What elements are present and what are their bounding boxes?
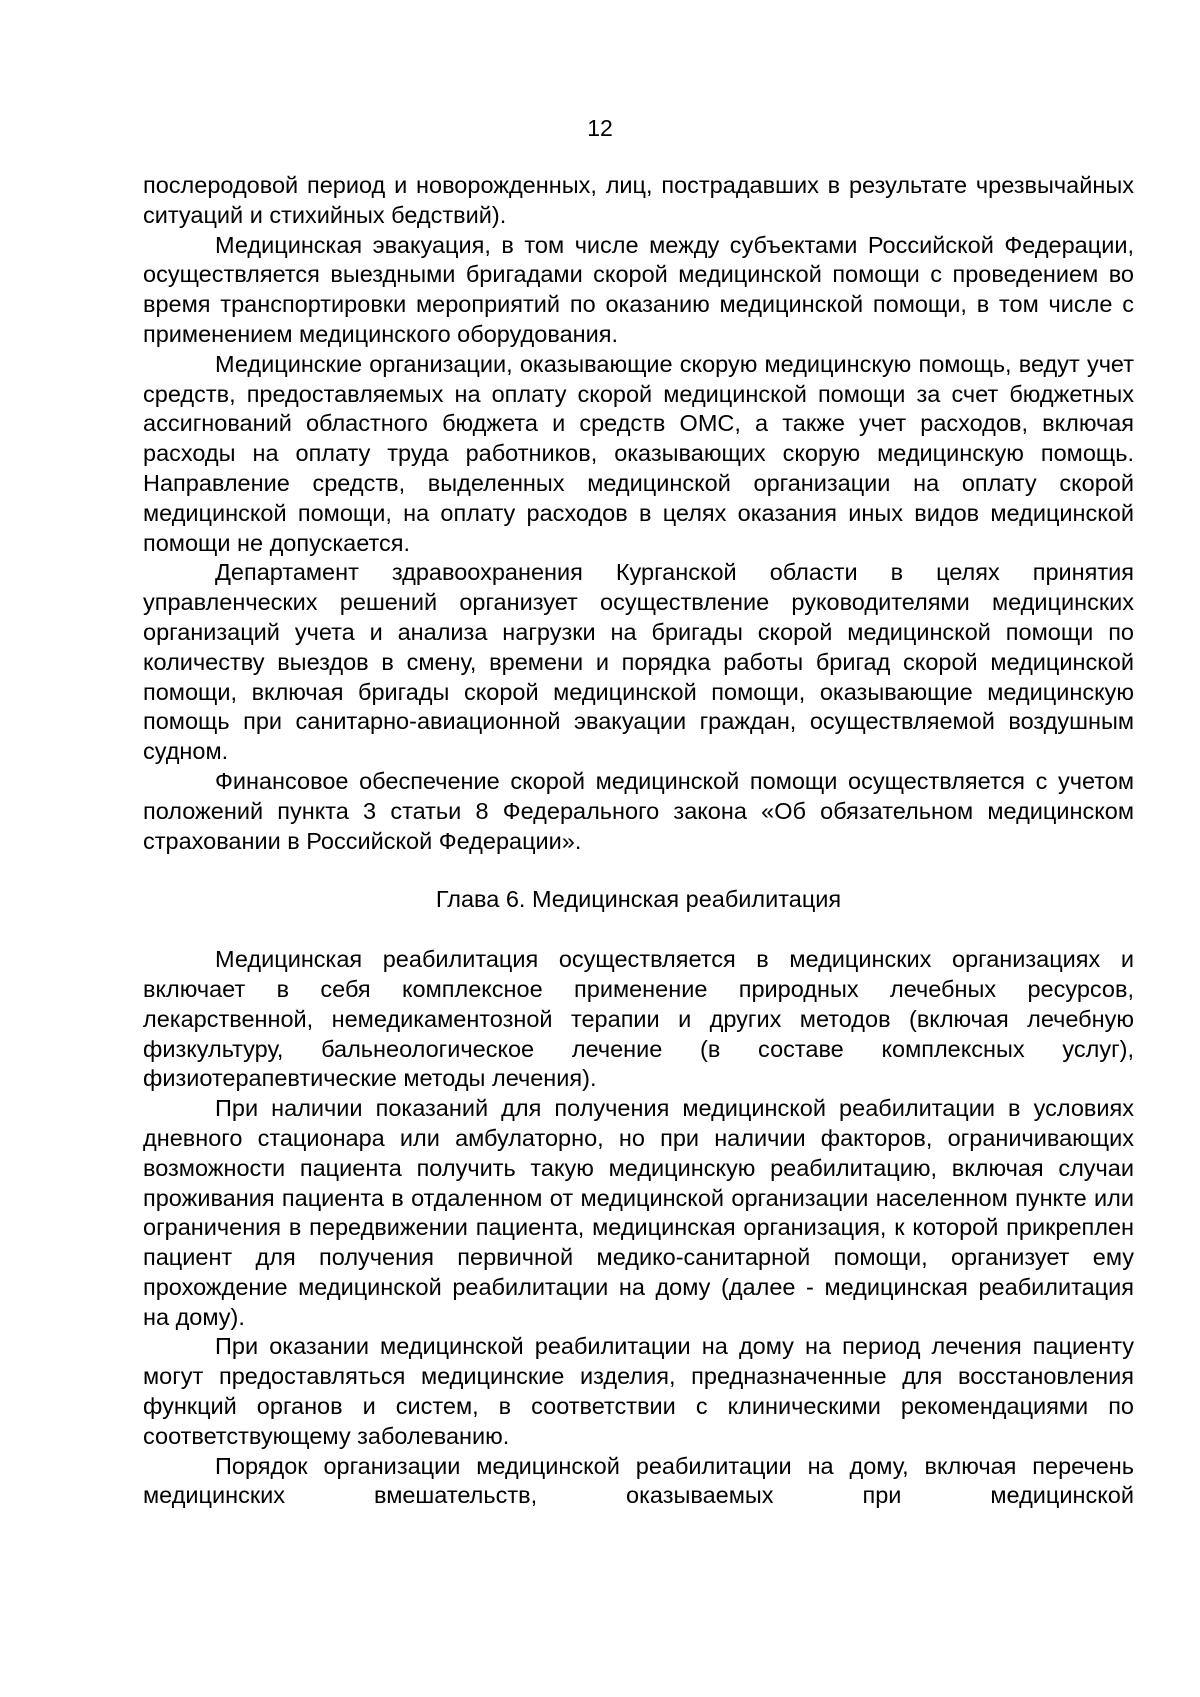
paragraph-continuation: послеродовой период и новорожденных, лиц, пострадавших в результате чрезвычайных ситуаций и стихийных бедствий). [143,172,1134,228]
paragraph-funds-accounting: Медицинские организации, оказывающие скорую медицинскую помощь, ведут учет средств, предоставляемых на оплату скорой медицинской помощи за счет бюджетных ассигнований областного бюджета и средств ОМС, а также учет расходов, включая расходы на оплату труда работников, оказывающих скорую медицинскую помощь. Направление средств, выделенных медицинской организации на оплату скорой медицинской помощи, на оплату расходов в целях оказания иных видов медицинской помощи не допускается. [143,350,1134,556]
chapter-heading: Глава 6. Медицинская реабилитация [435,886,842,913]
paragraph-department-analysis: Департамент здравоохранения Курганской области в целях принятия управленческих решений организует осуществление руководителями медицинских организаций учета и анализа нагрузки на бригады скорой медицинской помощи по количеству выездов в смену, времени и порядка работы бригад скорой медицинской помощи, включая бригады скорой медицинской помощи, оказывающие медицинскую помощь при санитарно-авиационной эвакуации граждан, осуществляемой воздушным судном. [143,559,1134,765]
paragraph-home-rehab-conditions: При наличии показаний для получения медицинской реабилитации в условиях дневного стационара или амбулаторно, но при наличии факторов, ограничивающих возможности пациента получить такую медицинскую реабилитацию, включая случаи проживания пациента в отдаленном от медицинской организации населенном пункте или ограничения в передвижении пациента, медицинская организация, к которой прикреплен пациент для получения первичной медико-санитарной помощи, организует ему прохождение медицинской реабилитации на дому (далее - медицинская реабилитация на дому). [143,1095,1134,1330]
paragraph-rehab-definition: Медицинская реабилитация осуществляется в медицинских организациях и включает в себя комплексное применение природных лечебных ресурсов, лекарственной, немедикаментозной терапии и других методов (включая лечебную физкультуру, бальнеологическое лечение (в составе комплексных услуг), физиотерапевтические методы лечения). [143,946,1134,1092]
document-body [143,171,1134,1511]
page-number: 12 [587,115,613,141]
paragraph-financial-support: Финансовое обеспечение скорой медицинской помощи осуществляется с учетом положений пункта 3 статьи 8 Федерального закона «Об обязательном медицинском страховании в Российской Федерации». [143,767,1134,854]
paragraph-medical-evacuation: Медицинская эвакуация, в том числе между субъектами Российской Федерации, осуществляется выездными бригадами скорой медицинской помощи с проведением во время транспортировки мероприятий по оказанию медицинской помощи, в том числе с применением медицинского оборудования. [143,231,1134,347]
paragraph-medical-devices: При оказании медицинской реабилитации на дому на период лечения пациенту могут предоставляться медицинские изделия, предназначенные для восстановления функций органов и систем, в соответствии с клиническими рекомендациями по соответствующему заболеванию. [143,1333,1134,1449]
paragraph-home-rehab-procedure: Порядок организации медицинской реабилитации на дому, включая перечень медицинских вмешательств, оказываемых при медицинской [143,1452,1134,1509]
